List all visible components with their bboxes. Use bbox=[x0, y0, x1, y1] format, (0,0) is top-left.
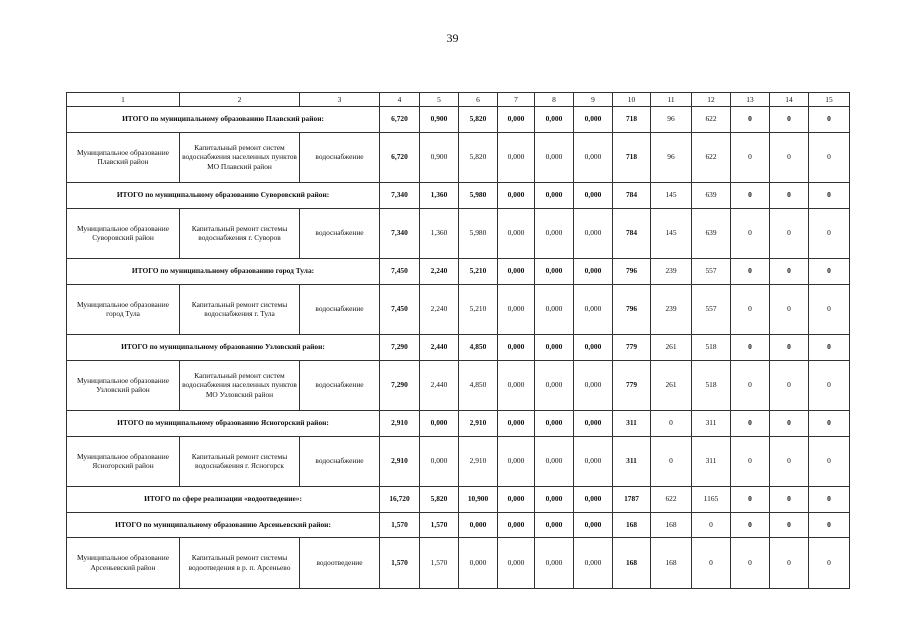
value-cell: 0,000 bbox=[574, 360, 613, 411]
total-value: 261 bbox=[651, 335, 692, 361]
total-value: 0 bbox=[731, 411, 770, 437]
value-cell: 168 bbox=[651, 538, 692, 589]
value-cell: 7,290 bbox=[380, 360, 420, 411]
value-cell: 0 bbox=[809, 538, 850, 589]
column-header: 13 bbox=[731, 93, 770, 107]
value-cell: 639 bbox=[692, 208, 731, 259]
total-value: 0 bbox=[809, 335, 850, 361]
value-cell: 168 bbox=[613, 538, 651, 589]
total-value: 1787 bbox=[613, 487, 651, 513]
sphere-cell: водоснабжение bbox=[300, 284, 380, 335]
column-header: 1 bbox=[67, 93, 180, 107]
total-value: 1,570 bbox=[420, 512, 459, 538]
total-value: 1,360 bbox=[420, 183, 459, 209]
total-value: 7,340 bbox=[380, 183, 420, 209]
total-value: 0 bbox=[809, 183, 850, 209]
column-header: 7 bbox=[498, 93, 535, 107]
value-cell: 0,000 bbox=[535, 538, 574, 589]
project-cell: Капитальный ремонт системы водоснабжения г. Тула bbox=[180, 284, 300, 335]
table-row bbox=[67, 360, 850, 411]
value-cell: 311 bbox=[613, 436, 651, 487]
value-cell: 0 bbox=[731, 436, 770, 487]
value-cell: 0,000 bbox=[535, 284, 574, 335]
value-cell: 622 bbox=[692, 132, 731, 183]
total-value: 0,000 bbox=[535, 107, 574, 133]
total-label: ИТОГО по муниципальному образованию Плавский район: bbox=[67, 107, 380, 133]
total-value: 557 bbox=[692, 259, 731, 285]
total-value: 0 bbox=[809, 512, 850, 538]
value-cell: 311 bbox=[692, 436, 731, 487]
value-cell: 0,000 bbox=[498, 360, 535, 411]
page-number: 39 bbox=[446, 31, 459, 45]
total-row bbox=[67, 183, 850, 209]
total-value: 0,000 bbox=[574, 183, 613, 209]
total-value: 0,000 bbox=[420, 411, 459, 437]
total-value: 784 bbox=[613, 183, 651, 209]
value-cell: 0,000 bbox=[574, 538, 613, 589]
total-value: 0,000 bbox=[574, 107, 613, 133]
total-value: 5,210 bbox=[459, 259, 498, 285]
total-value: 0 bbox=[731, 487, 770, 513]
value-cell: 1,570 bbox=[380, 538, 420, 589]
value-cell: 96 bbox=[651, 132, 692, 183]
value-cell: 0,000 bbox=[420, 436, 459, 487]
total-value: 0 bbox=[651, 411, 692, 437]
value-cell: 0 bbox=[731, 538, 770, 589]
total-value: 0,000 bbox=[535, 512, 574, 538]
sphere-cell: водоснабжение bbox=[300, 132, 380, 183]
value-cell: 0 bbox=[770, 538, 809, 589]
total-value: 0 bbox=[809, 411, 850, 437]
total-value: 145 bbox=[651, 183, 692, 209]
value-cell: 0 bbox=[692, 538, 731, 589]
total-value: 4,850 bbox=[459, 335, 498, 361]
total-value: 0 bbox=[770, 335, 809, 361]
value-cell: 7,340 bbox=[380, 208, 420, 259]
table-row bbox=[67, 132, 850, 183]
value-cell: 0,000 bbox=[574, 436, 613, 487]
total-label: ИТОГО по сфере реализации «водоотведение»: bbox=[67, 487, 380, 513]
value-cell: 784 bbox=[613, 208, 651, 259]
total-value: 0,000 bbox=[498, 259, 535, 285]
municipality-cell: Муниципальное образование Арсеньевский район bbox=[67, 538, 180, 589]
value-cell: 0,000 bbox=[498, 208, 535, 259]
total-value: 168 bbox=[613, 512, 651, 538]
value-cell: 1,360 bbox=[420, 208, 459, 259]
total-value: 0 bbox=[770, 183, 809, 209]
total-value: 0,000 bbox=[574, 411, 613, 437]
total-value: 5,820 bbox=[459, 107, 498, 133]
column-header: 10 bbox=[613, 93, 651, 107]
total-value: 0 bbox=[731, 183, 770, 209]
value-cell: 2,440 bbox=[420, 360, 459, 411]
total-value: 0 bbox=[770, 512, 809, 538]
total-value: 0,000 bbox=[574, 259, 613, 285]
total-value: 96 bbox=[651, 107, 692, 133]
value-cell: 0 bbox=[770, 208, 809, 259]
total-value: 0,000 bbox=[535, 487, 574, 513]
total-value: 311 bbox=[613, 411, 651, 437]
project-cell: Капитальный ремонт систем водоснабжения населенных пунктов МО Узловский район bbox=[180, 360, 300, 411]
table-row bbox=[67, 436, 850, 487]
column-header: 14 bbox=[770, 93, 809, 107]
value-cell: 718 bbox=[613, 132, 651, 183]
value-cell: 0 bbox=[731, 132, 770, 183]
value-cell: 0 bbox=[770, 436, 809, 487]
value-cell: 6,720 bbox=[380, 132, 420, 183]
total-value: 0 bbox=[692, 512, 731, 538]
total-value: 168 bbox=[651, 512, 692, 538]
total-value: 622 bbox=[651, 487, 692, 513]
total-value: 2,910 bbox=[380, 411, 420, 437]
value-cell: 0,000 bbox=[498, 132, 535, 183]
value-cell: 0,000 bbox=[574, 132, 613, 183]
total-value: 10,900 bbox=[459, 487, 498, 513]
value-cell: 0 bbox=[809, 436, 850, 487]
total-value: 639 bbox=[692, 183, 731, 209]
total-value: 0,000 bbox=[498, 411, 535, 437]
total-value: 0,000 bbox=[535, 259, 574, 285]
value-cell: 0,900 bbox=[420, 132, 459, 183]
total-value: 0,000 bbox=[498, 335, 535, 361]
column-number-row bbox=[67, 93, 850, 107]
column-header: 6 bbox=[459, 93, 498, 107]
sphere-cell: водоснабжение bbox=[300, 436, 380, 487]
column-header: 15 bbox=[809, 93, 850, 107]
total-row bbox=[67, 512, 850, 538]
value-cell: 2,910 bbox=[380, 436, 420, 487]
column-header: 8 bbox=[535, 93, 574, 107]
value-cell: 518 bbox=[692, 360, 731, 411]
value-cell: 0 bbox=[770, 360, 809, 411]
total-value: 0,000 bbox=[498, 107, 535, 133]
value-cell: 0 bbox=[809, 132, 850, 183]
total-value: 0,900 bbox=[420, 107, 459, 133]
value-cell: 0 bbox=[809, 284, 850, 335]
total-label: ИТОГО по муниципальному образованию Ясногорский район: bbox=[67, 411, 380, 437]
total-value: 0,000 bbox=[498, 512, 535, 538]
value-cell: 4,850 bbox=[459, 360, 498, 411]
total-value: 0,000 bbox=[535, 183, 574, 209]
value-cell: 5,820 bbox=[459, 132, 498, 183]
total-label: ИТОГО по муниципальному образованию Узловский район: bbox=[67, 335, 380, 361]
value-cell: 145 bbox=[651, 208, 692, 259]
value-cell: 0 bbox=[731, 284, 770, 335]
value-cell: 0,000 bbox=[535, 436, 574, 487]
total-value: 6,720 bbox=[380, 107, 420, 133]
total-value: 2,910 bbox=[459, 411, 498, 437]
total-row bbox=[67, 335, 850, 361]
total-value: 0 bbox=[731, 335, 770, 361]
table-row bbox=[67, 284, 850, 335]
total-row bbox=[67, 107, 850, 133]
total-label: ИТОГО по муниципальному образованию город Тула: bbox=[67, 259, 380, 285]
value-cell: 0,000 bbox=[498, 436, 535, 487]
value-cell: 0 bbox=[809, 208, 850, 259]
value-cell: 5,980 bbox=[459, 208, 498, 259]
value-cell: 2,910 bbox=[459, 436, 498, 487]
total-value: 239 bbox=[651, 259, 692, 285]
total-value: 2,240 bbox=[420, 259, 459, 285]
column-header: 5 bbox=[420, 93, 459, 107]
project-cell: Капитальный ремонт систем водоснабжения населенных пунктов МО Плавский район bbox=[180, 132, 300, 183]
total-value: 0,000 bbox=[498, 487, 535, 513]
municipality-cell: Муниципальное образование Суворовский район bbox=[67, 208, 180, 259]
column-header: 4 bbox=[380, 93, 420, 107]
total-label: ИТОГО по муниципальному образованию Суворовский район: bbox=[67, 183, 380, 209]
value-cell: 0,000 bbox=[459, 538, 498, 589]
value-cell: 2,240 bbox=[420, 284, 459, 335]
total-value: 0 bbox=[770, 107, 809, 133]
total-value: 16,720 bbox=[380, 487, 420, 513]
value-cell: 779 bbox=[613, 360, 651, 411]
value-cell: 0 bbox=[809, 360, 850, 411]
total-row bbox=[67, 411, 850, 437]
value-cell: 239 bbox=[651, 284, 692, 335]
total-value: 0,000 bbox=[535, 411, 574, 437]
column-header: 2 bbox=[180, 93, 300, 107]
total-value: 0,000 bbox=[459, 512, 498, 538]
value-cell: 0,000 bbox=[498, 538, 535, 589]
value-cell: 0,000 bbox=[498, 284, 535, 335]
value-cell: 0,000 bbox=[574, 284, 613, 335]
municipality-cell: Муниципальное образование Ясногорский район bbox=[67, 436, 180, 487]
total-value: 0,000 bbox=[535, 335, 574, 361]
total-value: 0,000 bbox=[574, 335, 613, 361]
total-row bbox=[67, 259, 850, 285]
total-value: 622 bbox=[692, 107, 731, 133]
value-cell: 0,000 bbox=[574, 208, 613, 259]
total-value: 1165 bbox=[692, 487, 731, 513]
column-header: 9 bbox=[574, 93, 613, 107]
total-row bbox=[67, 487, 850, 513]
table-row bbox=[67, 538, 850, 589]
total-value: 0 bbox=[731, 107, 770, 133]
total-value: 7,290 bbox=[380, 335, 420, 361]
value-cell: 261 bbox=[651, 360, 692, 411]
project-cell: Капитальный ремонт системы водоотведения в р. п. Арсеньево bbox=[180, 538, 300, 589]
total-value: 796 bbox=[613, 259, 651, 285]
value-cell: 0 bbox=[770, 284, 809, 335]
total-label: ИТОГО по муниципальному образованию Арсеньевский район: bbox=[67, 512, 380, 538]
sphere-cell: водоснабжение bbox=[300, 208, 380, 259]
total-value: 0 bbox=[809, 107, 850, 133]
project-cell: Капитальный ремонт системы водоснабжения г. Суворов bbox=[180, 208, 300, 259]
column-header: 12 bbox=[692, 93, 731, 107]
municipality-cell: Муниципальное образование город Тула bbox=[67, 284, 180, 335]
total-value: 5,820 bbox=[420, 487, 459, 513]
total-value: 0 bbox=[809, 487, 850, 513]
total-value: 5,980 bbox=[459, 183, 498, 209]
value-cell: 0 bbox=[651, 436, 692, 487]
total-value: 0,000 bbox=[498, 183, 535, 209]
column-header: 11 bbox=[651, 93, 692, 107]
value-cell: 0,000 bbox=[535, 360, 574, 411]
total-value: 0 bbox=[809, 259, 850, 285]
total-value: 518 bbox=[692, 335, 731, 361]
table-body bbox=[67, 93, 850, 589]
total-value: 0 bbox=[731, 259, 770, 285]
value-cell: 0 bbox=[770, 132, 809, 183]
sphere-cell: водоотведение bbox=[300, 538, 380, 589]
value-cell: 557 bbox=[692, 284, 731, 335]
total-value: 0 bbox=[770, 487, 809, 513]
project-cell: Капитальный ремонт системы водоснабжения г. Ясногорск bbox=[180, 436, 300, 487]
total-value: 7,450 bbox=[380, 259, 420, 285]
total-value: 311 bbox=[692, 411, 731, 437]
value-cell: 0,000 bbox=[535, 208, 574, 259]
value-cell: 0 bbox=[731, 360, 770, 411]
budget-table bbox=[66, 92, 850, 589]
sphere-cell: водоснабжение bbox=[300, 360, 380, 411]
value-cell: 0 bbox=[731, 208, 770, 259]
total-value: 0 bbox=[770, 259, 809, 285]
municipality-cell: Муниципальное образование Узловский район bbox=[67, 360, 180, 411]
total-value: 0,000 bbox=[574, 512, 613, 538]
total-value: 779 bbox=[613, 335, 651, 361]
total-value: 718 bbox=[613, 107, 651, 133]
value-cell: 796 bbox=[613, 284, 651, 335]
total-value: 0 bbox=[770, 411, 809, 437]
value-cell: 0,000 bbox=[535, 132, 574, 183]
value-cell: 5,210 bbox=[459, 284, 498, 335]
municipality-cell: Муниципальное образование Плавский район bbox=[67, 132, 180, 183]
total-value: 1,570 bbox=[380, 512, 420, 538]
total-value: 0,000 bbox=[574, 487, 613, 513]
column-header: 3 bbox=[300, 93, 380, 107]
value-cell: 1,570 bbox=[420, 538, 459, 589]
total-value: 2,440 bbox=[420, 335, 459, 361]
value-cell: 7,450 bbox=[380, 284, 420, 335]
total-value: 0 bbox=[731, 512, 770, 538]
table-row bbox=[67, 208, 850, 259]
